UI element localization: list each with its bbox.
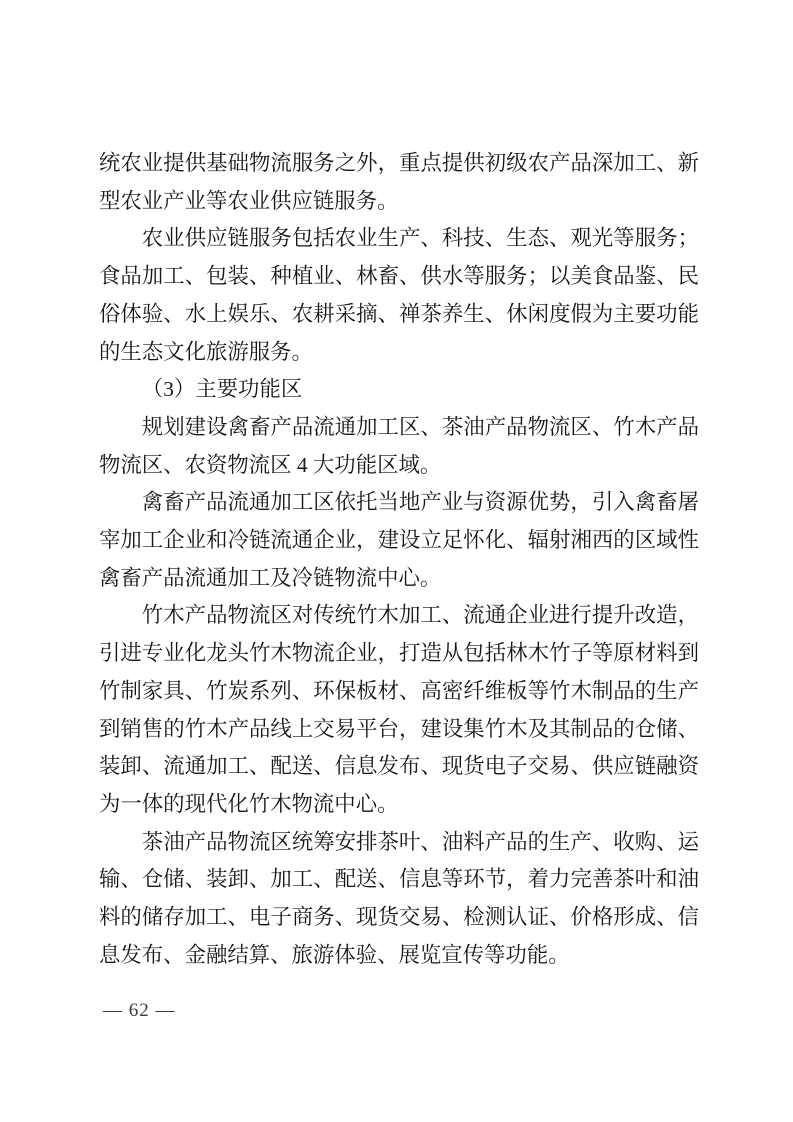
section-heading-main-functional-zones: （3）主要功能区: [141, 377, 303, 402]
paragraph-planned-four-zones: 规划建设禽畜产品流通加工区、茶油产品物流区、竹木产品物流区、农资物流区 4 大功能区域。: [99, 414, 699, 477]
paragraph-livestock-processing-zone: 禽畜产品流通加工区依托当地产业与资源优势，引入禽畜屠宰加工企业和冷链流通企业，建设立足怀化、辐射湘西的区域性禽畜产品流通加工及冷链物流中心。: [99, 490, 699, 590]
paragraph-tea-oil-logistics-zone: 茶油产品物流区统筹安排茶叶、油料产品的生产、收购、运输、仓储、装卸、加工、配送、信息等环节，着力完善茶叶和油料的储存加工、电子商务、现货交易、检测认证、价格形成、信息发布、金融结算、旅游体验、展览宣传等功能。: [99, 829, 699, 967]
document-body: [99, 145, 699, 974]
paragraph-continuation: 统农业提供基础物流服务之外，重点提供初级农产品深加工、新型农业产业等农业供应链服务。: [99, 151, 699, 213]
paragraph-agri-supply-chain-services: 农业供应链服务包括农业生产、科技、生态、观光等服务；食品加工、包装、种植业、林畜、供水等服务；以美食品鉴、民俗体验、水上娱乐、农耕采摘、禅茶养生、休闲度假为主要功能的生态文化旅游服务。: [99, 226, 699, 364]
page-footer: [103, 1000, 176, 1022]
page-number-label: — 62 —: [103, 1000, 176, 1021]
paragraph-bamboo-wood-logistics-zone: 竹木产品物流区对传统竹木加工、流通企业进行提升改造，引进专业化龙头竹木物流企业，打造从包括林木竹子等原材料到竹制家具、竹炭系列、环保板材、高密纤维板等竹木制品的生产到销售的竹木产品线上交易平台，建设集竹木及其制品的仓储、装卸、流通加工、配送、信息发布、现货电子交易、供应链融资为一体的现代化竹木物流中心。: [99, 603, 699, 816]
